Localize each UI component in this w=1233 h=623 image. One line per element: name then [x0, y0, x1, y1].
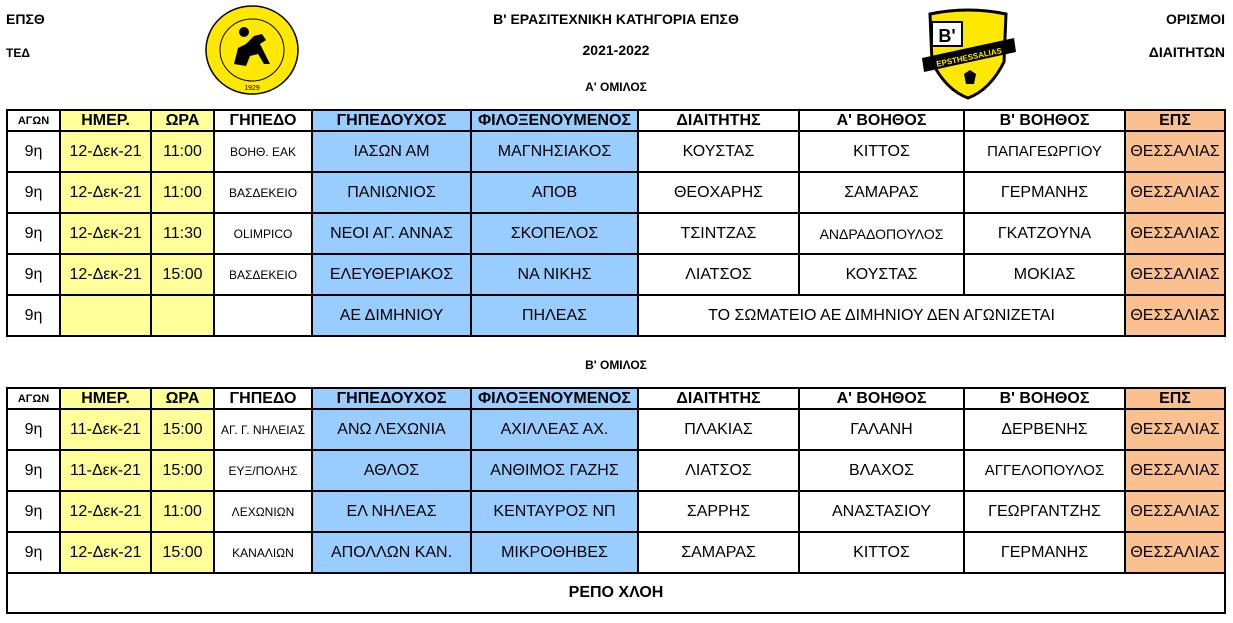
cell-assistant-2: ΓΚΑΤΖΟΥΝΑ [964, 213, 1125, 254]
col-header-date: ΗΜΕΡ. [60, 110, 151, 131]
cell-venue: ΒΑΣΔΕΚΕΙΟ [214, 254, 312, 295]
svg-text:Β': Β' [938, 26, 956, 46]
cell-assistant-2: ΓΕΡΜΑΝΗΣ [964, 172, 1125, 213]
col-header-eps: ΕΠΣ [1125, 388, 1225, 409]
page-title: Β' ΕΡΑΣΙΤΕΧΝΙΚΗ ΚΑΤΗΓΟΡΙΑ ΕΠΣΘ [493, 11, 739, 27]
cell-venue [214, 295, 312, 336]
col-header-venue: ΓΗΠΕΔΟ [214, 110, 312, 131]
table-row [7, 172, 1225, 213]
cell-referee: ΚΟΥΣΤΑΣ [638, 131, 799, 172]
cell-venue: ΛΕΧΩΝΙΩΝ [214, 491, 312, 532]
group-b-table [6, 387, 1226, 614]
col-header-home: ΓΗΠΕΔΟΥΧΟΣ [312, 388, 471, 409]
cell-time: 11:00 [151, 172, 214, 213]
cell-date [60, 295, 151, 336]
cell-referee: ΛΙΑΤΣΟΣ [638, 254, 799, 295]
cell-assistant-2: ΜΟΚΙΑΣ [964, 254, 1125, 295]
col-header-assistant-1: Α' ΒΟΗΘΟΣ [799, 110, 964, 131]
cell-eps: ΘΕΣΣΑΛΙΑΣ [1125, 213, 1225, 254]
cell-home-team: ΑΠΟΛΛΩΝ ΚΑΝ. [312, 532, 471, 573]
cell-eps: ΘΕΣΣΑΛΙΑΣ [1125, 254, 1225, 295]
cell-referee: ΣΑΡΡΗΣ [638, 491, 799, 532]
cell-assistant-2: ΑΓΓΕΛΟΠΟΥΛΟΣ [964, 450, 1125, 491]
header-left-line1: ΕΠΣΘ [6, 11, 45, 27]
cell-date: 11-Δεκ-21 [60, 409, 151, 450]
col-header-eps: ΕΠΣ [1125, 110, 1225, 131]
cell-round: 9η [7, 295, 60, 336]
cell-venue: ΚΑΝΑΛΙΩΝ [214, 532, 312, 573]
cell-referee: ΘΕΟΧΑΡΗΣ [638, 172, 799, 213]
cell-away-team: ΜΑΓΝΗΣΙΑΚΟΣ [471, 131, 638, 172]
col-header-date: ΗΜΕΡ. [60, 388, 151, 409]
cell-home-team: ΑΘΛΟΣ [312, 450, 471, 491]
cell-venue: ΒΟΗΘ. ΕΑΚ [214, 131, 312, 172]
col-header-round: ΑΓΩΝ [7, 110, 60, 131]
cell-assistant-1: ΚΟΥΣΤΑΣ [799, 254, 964, 295]
cell-venue: ΕΥΞ/ΠΟΛΗΣ [214, 450, 312, 491]
cell-round: 9η [7, 409, 60, 450]
group-a-table [6, 109, 1226, 337]
cell-eps: ΘΕΣΣΑΛΙΑΣ [1125, 131, 1225, 172]
cell-date: 12-Δεκ-21 [60, 254, 151, 295]
cell-assistant-1: ΓΑΛΑΝΗ [799, 409, 964, 450]
svg-text:EPSTHESSALIAS: EPSTHESSALIAS [935, 46, 1003, 69]
cell-time: 11:30 [151, 213, 214, 254]
col-header-referee: ΔΙΑΙΤΗΤΗΣ [638, 388, 799, 409]
cell-time: 15:00 [151, 254, 214, 295]
cell-home-team: ΕΛΕΥΘΕΡΙΑΚΟΣ [312, 254, 471, 295]
cell-date: 12-Δεκ-21 [60, 131, 151, 172]
cell-time [151, 295, 214, 336]
cell-away-team: ΑΠΟΒ [471, 172, 638, 213]
cell-home-team: ΑΕ ΔΙΜΗΝΙΟΥ [312, 295, 471, 336]
table-row [7, 131, 1225, 172]
cell-round: 9η [7, 131, 60, 172]
cell-eps: ΘΕΣΣΑΛΙΑΣ [1125, 450, 1225, 491]
cell-round: 9η [7, 213, 60, 254]
cell-round: 9η [7, 532, 60, 573]
cell-venue: ΒΑΣΔΕΚΕΙΟ [214, 172, 312, 213]
cell-time: 11:00 [151, 491, 214, 532]
cell-eps: ΘΕΣΣΑΛΙΑΣ [1125, 172, 1225, 213]
cell-away-team: ΑΝΘΙΜΟΣ ΓΑΖΗΣ [471, 450, 638, 491]
header-left-line2: ΤΕΔ [6, 46, 30, 60]
cell-assistant-1: ΒΛΑΧΟΣ [799, 450, 964, 491]
cell-bye-note: ΤΟ ΣΩΜΑΤΕΙΟ ΑΕ ΔΙΜΗΝΙΟΥ ΔΕΝ ΑΓΩΝΙΖΕΤΑΙ [638, 295, 1125, 336]
header-row [7, 388, 1225, 409]
col-header-time: ΩΡΑ [151, 388, 214, 409]
col-header-assistant-2: Β' ΒΟΗΘΟΣ [964, 388, 1125, 409]
col-header-venue: ΓΗΠΕΔΟ [214, 388, 312, 409]
cell-assistant-1: ΚΙΤΤΟΣ [799, 131, 964, 172]
cell-venue: ΑΓ. Γ. ΝΗΛΕΙΑΣ [214, 409, 312, 450]
table-row [7, 213, 1225, 254]
cell-home-team: ΝΕΟΙ ΑΓ. ΑΝΝΑΣ [312, 213, 471, 254]
cell-home-team: ΕΛ ΝΗΛΕΑΣ [312, 491, 471, 532]
col-header-assistant-2: Β' ΒΟΗΘΟΣ [964, 110, 1125, 131]
table-row-bye [7, 295, 1225, 336]
cell-referee: ΛΙΑΤΣΟΣ [638, 450, 799, 491]
cell-assistant-2: ΔΕΡΒΕΝΗΣ [964, 409, 1125, 450]
cell-away-team: ΚΕΝΤΑΥΡΟΣ ΝΠ [471, 491, 638, 532]
table-row [7, 409, 1225, 450]
col-header-time: ΩΡΑ [151, 110, 214, 131]
cell-away-team: ΜΙΚΡΟΘΗΒΕΣ [471, 532, 638, 573]
cell-assistant-2: ΓΕΡΜΑΝΗΣ [964, 532, 1125, 573]
cell-referee: ΣΑΜΑΡΑΣ [638, 532, 799, 573]
cell-assistant-2: ΠΑΠΑΓΕΩΡΓΙΟΥ [964, 131, 1125, 172]
cell-date: 12-Δεκ-21 [60, 491, 151, 532]
cell-date: 12-Δεκ-21 [60, 172, 151, 213]
cell-away-team: ΝΑ ΝΙΚΗΣ [471, 254, 638, 295]
federation-seal-logo [204, 4, 300, 96]
cell-assistant-1: ΑΝΑΣΤΑΣΙΟΥ [799, 491, 964, 532]
cell-round: 9η [7, 172, 60, 213]
col-header-away: ΦΙΛΟΞΕΝΟΥΜΕΝΟΣ [471, 388, 638, 409]
svg-text:1929: 1929 [244, 85, 260, 92]
col-header-home: ΓΗΠΕΔΟΥΧΟΣ [312, 110, 471, 131]
rest-note: ΡΕΠΟ ΧΛΟΗ [7, 573, 1225, 613]
cell-away-team: ΑΧΙΛΛΕΑΣ ΑΧ. [471, 409, 638, 450]
group-a-title: Α' ΟΜΙΛΟΣ [585, 80, 647, 94]
cell-away-team: ΣΚΟΠΕΛΟΣ [471, 213, 638, 254]
cell-eps: ΘΕΣΣΑΛΙΑΣ [1125, 295, 1225, 336]
header-right-line1: ΟΡΙΣΜΟΙ [1166, 11, 1225, 27]
table-row [7, 532, 1225, 573]
table-row [7, 450, 1225, 491]
epsthessalias-shield-logo [920, 8, 1016, 100]
cell-time: 11:00 [151, 131, 214, 172]
table-row [7, 491, 1225, 532]
cell-assistant-2: ΓΕΩΡΓΑΝΤΖΗΣ [964, 491, 1125, 532]
cell-date: 11-Δεκ-21 [60, 450, 151, 491]
cell-time: 15:00 [151, 409, 214, 450]
cell-round: 9η [7, 450, 60, 491]
cell-home-team: ΙΑΣΩΝ ΑΜ [312, 131, 471, 172]
cell-referee: ΠΛΑΚΙΑΣ [638, 409, 799, 450]
cell-eps: ΘΕΣΣΑΛΙΑΣ [1125, 491, 1225, 532]
group-b-title: Β' ΟΜΙΛΟΣ [585, 358, 647, 372]
cell-away-team: ΠΗΛΕΑΣ [471, 295, 638, 336]
col-header-round: ΑΓΩΝ [7, 388, 60, 409]
header-right-line2: ΔΙΑΙΤΗΤΩΝ [1148, 44, 1225, 60]
cell-referee: ΤΣΙΝΤΖΑΣ [638, 213, 799, 254]
rest-row [7, 573, 1225, 613]
col-header-assistant-1: Α' ΒΟΗΘΟΣ [799, 388, 964, 409]
cell-venue: OLIMPICO [214, 213, 312, 254]
season: 2021-2022 [582, 42, 650, 58]
cell-time: 15:00 [151, 450, 214, 491]
cell-date: 12-Δεκ-21 [60, 532, 151, 573]
cell-eps: ΘΕΣΣΑΛΙΑΣ [1125, 532, 1225, 573]
cell-assistant-1: ΚΙΤΤΟΣ [799, 532, 964, 573]
col-header-referee: ΔΙΑΙΤΗΤΗΣ [638, 110, 799, 131]
cell-assistant-1: ΣΑΜΑΡΑΣ [799, 172, 964, 213]
cell-round: 9η [7, 491, 60, 532]
header-row [7, 110, 1225, 131]
cell-home-team: ΠΑΝΙΩΝΙΟΣ [312, 172, 471, 213]
col-header-away: ΦΙΛΟΞΕΝΟΥΜΕΝΟΣ [471, 110, 638, 131]
cell-assistant-1: ΑΝΔΡΑΔΟΠΟΥΛΟΣ [799, 213, 964, 254]
table-row [7, 254, 1225, 295]
cell-home-team: ΑΝΩ ΛΕΧΩΝΙΑ [312, 409, 471, 450]
cell-date: 12-Δεκ-21 [60, 213, 151, 254]
cell-round: 9η [7, 254, 60, 295]
cell-eps: ΘΕΣΣΑΛΙΑΣ [1125, 409, 1225, 450]
cell-time: 15:00 [151, 532, 214, 573]
